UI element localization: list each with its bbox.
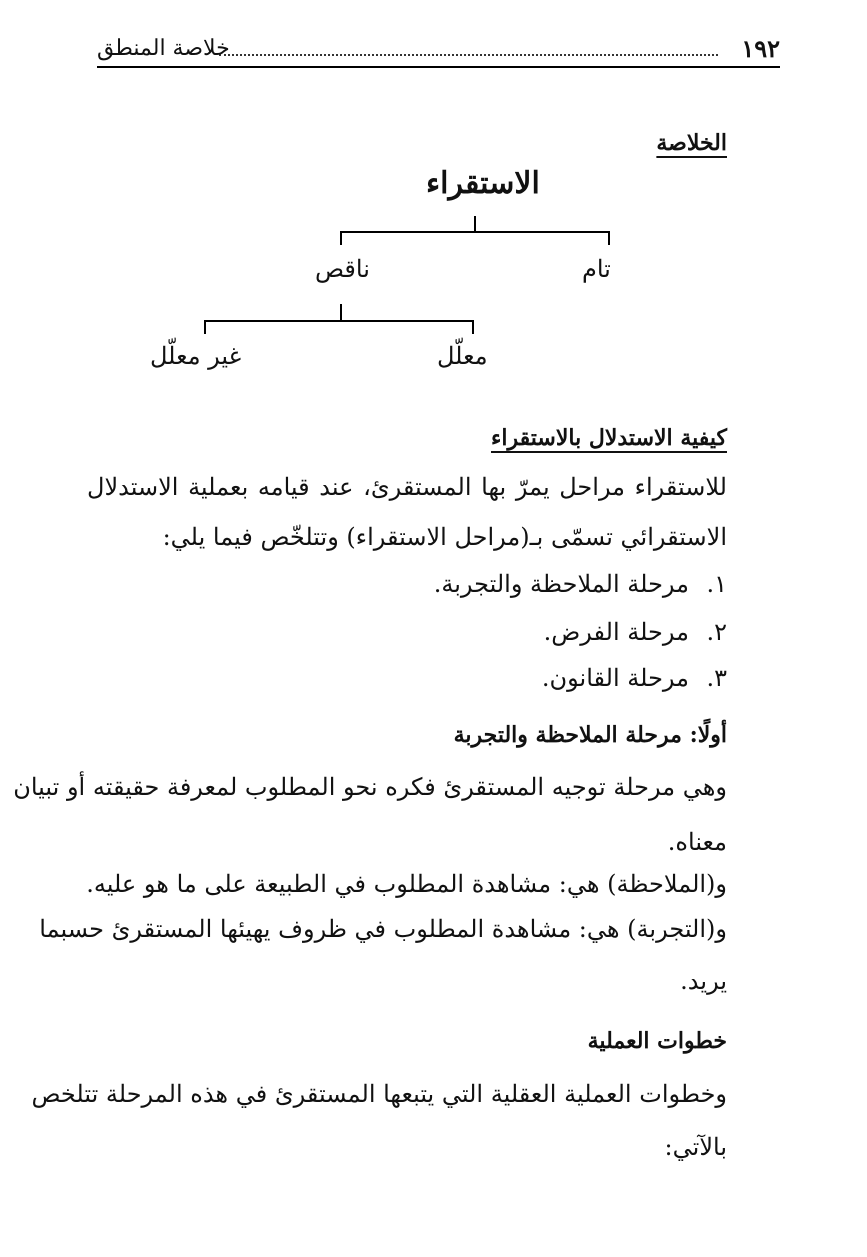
paragraph-line: بالآتي: [664, 1133, 727, 1161]
heading-prefix: أولًا: [689, 722, 727, 748]
list-item-text: مرحلة القانون. [541, 664, 689, 692]
paragraph-line: و(التجربة) هي: مشاهدة المطلوب في ظروف يهيئها المستقرئ حسبما [39, 915, 727, 943]
paragraph-line: و(الملاحظة) هي: مشاهدة المطلوب في الطبيعة على ما هو عليه. [86, 870, 727, 898]
section-heading-how: كيفية الاستدلال بالاستقراء [491, 425, 727, 451]
tree-connector [340, 231, 342, 245]
list-item [434, 570, 727, 598]
paragraph-line: الاستقرائي تسمّى بـ(مراحل الاستقراء) وتتلخّص فيما يلي: [162, 523, 727, 551]
tree-node-justified: معلّل [437, 342, 488, 370]
tree-connector [608, 231, 610, 245]
summary-heading: الخلاصة [656, 130, 727, 156]
tree-connector [474, 216, 476, 232]
induction-tree-diagram [0, 0, 867, 420]
paragraph-line: وخطوات العملية العقلية التي يتبعها المستقرئ في هذه المرحلة تتلخص [31, 1080, 727, 1108]
list-item-text: مرحلة الفرض. [543, 618, 689, 646]
heading-rest: مرحلة الملاحظة والتجربة [453, 722, 682, 748]
list-item [542, 664, 727, 692]
paragraph-line: وهي مرحلة توجيه المستقرئ فكره نحو المطلوب لمعرفة حقيقته أو تبيان [13, 773, 727, 801]
tree-node-complete: تام [582, 255, 611, 283]
paragraph-line: معناه. [667, 828, 727, 856]
tree-node-unjustified: غير معلّل [150, 342, 242, 370]
book-title: خلاصة المنطق [97, 36, 230, 61]
section-heading-first [454, 722, 727, 748]
tree-root-induction: الاستقراء [426, 166, 540, 201]
tree-connector [204, 320, 206, 334]
list-item-number: ٣. [706, 664, 727, 692]
list-item-number: ١. [706, 570, 727, 598]
tree-connector [340, 231, 610, 233]
tree-connector [472, 320, 474, 334]
paragraph-line: للاستقراء مراحل يمرّ بها المستقرئ، عند قيامه بعملية الاستدلال [87, 473, 727, 501]
list-item-number: ٢. [706, 618, 727, 646]
tree-node-incomplete: ناقص [315, 255, 370, 283]
section-heading-steps: خطوات العملية [587, 1028, 727, 1054]
list-item-text: مرحلة الملاحظة والتجربة. [433, 570, 689, 598]
page-number: ١٩٢ [741, 34, 780, 63]
paragraph-line: يريد. [680, 967, 727, 995]
tree-connector [204, 320, 474, 322]
tree-connector [340, 304, 342, 321]
list-item [544, 618, 727, 646]
